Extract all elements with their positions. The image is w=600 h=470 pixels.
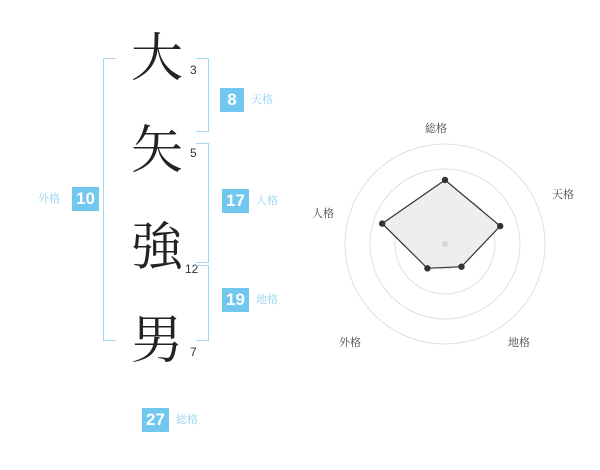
gaikaku-bracket — [103, 58, 116, 341]
axis-label-tenkaku: 天格 — [552, 189, 574, 201]
chikaku-badge: 19 — [222, 288, 249, 312]
axis-label-gaikaku: 外格 — [339, 337, 361, 349]
tenkaku-badge: 8 — [220, 88, 244, 112]
axis-label-soukaku: 総格 — [425, 123, 447, 135]
name-character-4: 男 — [130, 311, 183, 371]
jinkaku-bracket — [196, 143, 209, 263]
radar-data-point — [442, 177, 448, 183]
stroke-count-3: 12 — [185, 262, 199, 276]
stroke-count-1: 3 — [190, 63, 197, 77]
axis-label-chikaku: 地格 — [508, 337, 530, 349]
radar-chart — [300, 0, 600, 470]
name-character-1: 大 — [130, 29, 183, 89]
chikaku-label: 地格 — [256, 294, 278, 306]
stroke-count-2: 5 — [190, 146, 197, 160]
tenkaku-bracket — [196, 58, 209, 132]
radar-center-point — [442, 241, 448, 247]
tenkaku-label: 天格 — [251, 94, 273, 106]
radar-series-polygon — [382, 180, 500, 268]
stroke-count-4: 7 — [190, 345, 197, 359]
chikaku-bracket — [196, 265, 209, 341]
gaikaku-badge: 10 — [72, 187, 99, 211]
soukaku-badge: 27 — [142, 408, 169, 432]
radar-data-point — [424, 265, 430, 271]
radar-data-point — [497, 223, 503, 229]
radar-data-point — [458, 264, 464, 270]
jinkaku-badge: 17 — [222, 189, 249, 213]
axis-label-jinkaku: 人格 — [312, 208, 334, 220]
name-character-3: 強 — [130, 218, 183, 278]
jinkaku-label: 人格 — [256, 195, 278, 207]
radar-data-point — [379, 220, 385, 226]
radar-chart-panel — [300, 0, 600, 470]
name-character-2: 矢 — [130, 121, 183, 181]
soukaku-label: 総格 — [176, 414, 198, 426]
gaikaku-label: 外格 — [38, 193, 60, 205]
